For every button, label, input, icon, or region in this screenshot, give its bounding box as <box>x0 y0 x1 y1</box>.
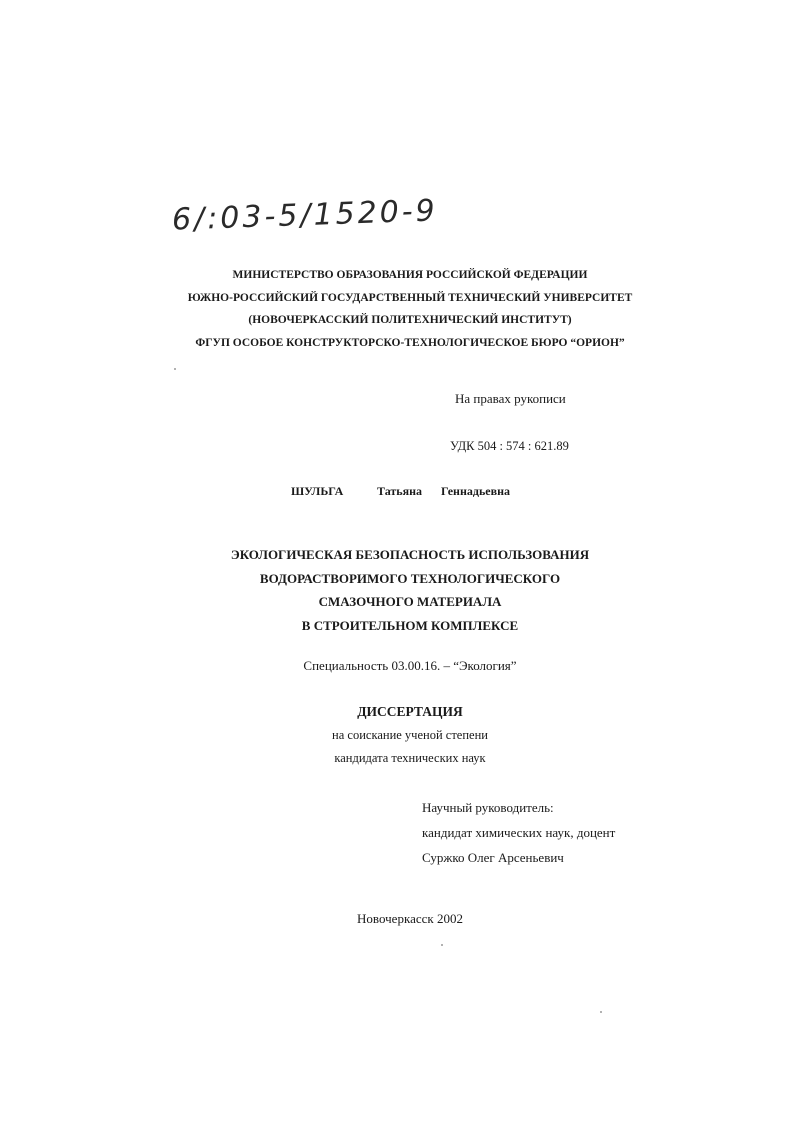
author-name <box>291 484 510 499</box>
author-first-name: Татьяна <box>377 484 423 498</box>
title-line: ВОДОРАСТВОРИМОГО ТЕХНОЛОГИЧЕСКОГО <box>259 570 561 586</box>
dissertation-heading: ДИССЕРТАЦИЯ <box>357 704 463 719</box>
scan-speck <box>600 1011 602 1013</box>
org-bureau: ФГУП ОСОБОЕ КОНСТРУКТОРСКО-ТЕХНОЛОГИЧЕСКОЕ БЮРО “ОРИОН” <box>195 336 625 349</box>
scan-speck <box>174 368 176 370</box>
title-line: ЭКОЛОГИЧЕСКАЯ БЕЗОПАСНОСТЬ ИСПОЛЬЗОВАНИЯ <box>230 547 590 562</box>
supervisor-name: Суржко Олег Арсеньевич <box>422 850 564 865</box>
title-line: В СТРОИТЕЛЬНОМ КОМПЛЕКСЕ <box>301 617 519 633</box>
supervisor-degree: кандидат химических наук, доцент <box>422 825 616 840</box>
dissertation-title <box>0 543 795 637</box>
degree-name-line: кандидата технических наук <box>334 751 486 765</box>
city-year: Новочеркасск 2002 <box>357 911 463 926</box>
organizations-block <box>0 264 795 354</box>
title-line: СМАЗОЧНОГО МАТЕРИАЛА <box>318 594 502 609</box>
org-university: ЮЖНО-РОССИЙСКИЙ ГОСУДАРСТВЕННЫЙ ТЕХНИЧЕСКИЙ УНИВЕРСИТЕТ <box>187 291 633 304</box>
scan-speck <box>441 944 443 946</box>
degree-purpose-line: на соискание ученой степени <box>332 728 488 742</box>
udk-code: УДК 504 : 574 : 621.89 <box>450 439 569 453</box>
specialty-line: Специальность 03.00.16. – “Экология” <box>303 658 517 673</box>
org-institute: (НОВОЧЕРКАССКИЙ ПОЛИТЕХНИЧЕСКИЙ ИНСТИТУТ) <box>248 314 572 326</box>
handwritten-catalog-code: 6/:03-5/1520-9 <box>171 193 439 238</box>
author-surname: ШУЛЬГА <box>291 484 344 498</box>
manuscript-note: На правах рукописи <box>455 391 566 406</box>
supervisor-block <box>422 795 615 870</box>
supervisor-label: Научный руководитель: <box>422 800 554 815</box>
author-patronymic: Геннадьевна <box>441 484 511 498</box>
org-ministry: МИНИСТЕРСТВО ОБРАЗОВАНИЯ РОССИЙСКОЙ ФЕДЕРАЦИИ <box>232 269 588 281</box>
